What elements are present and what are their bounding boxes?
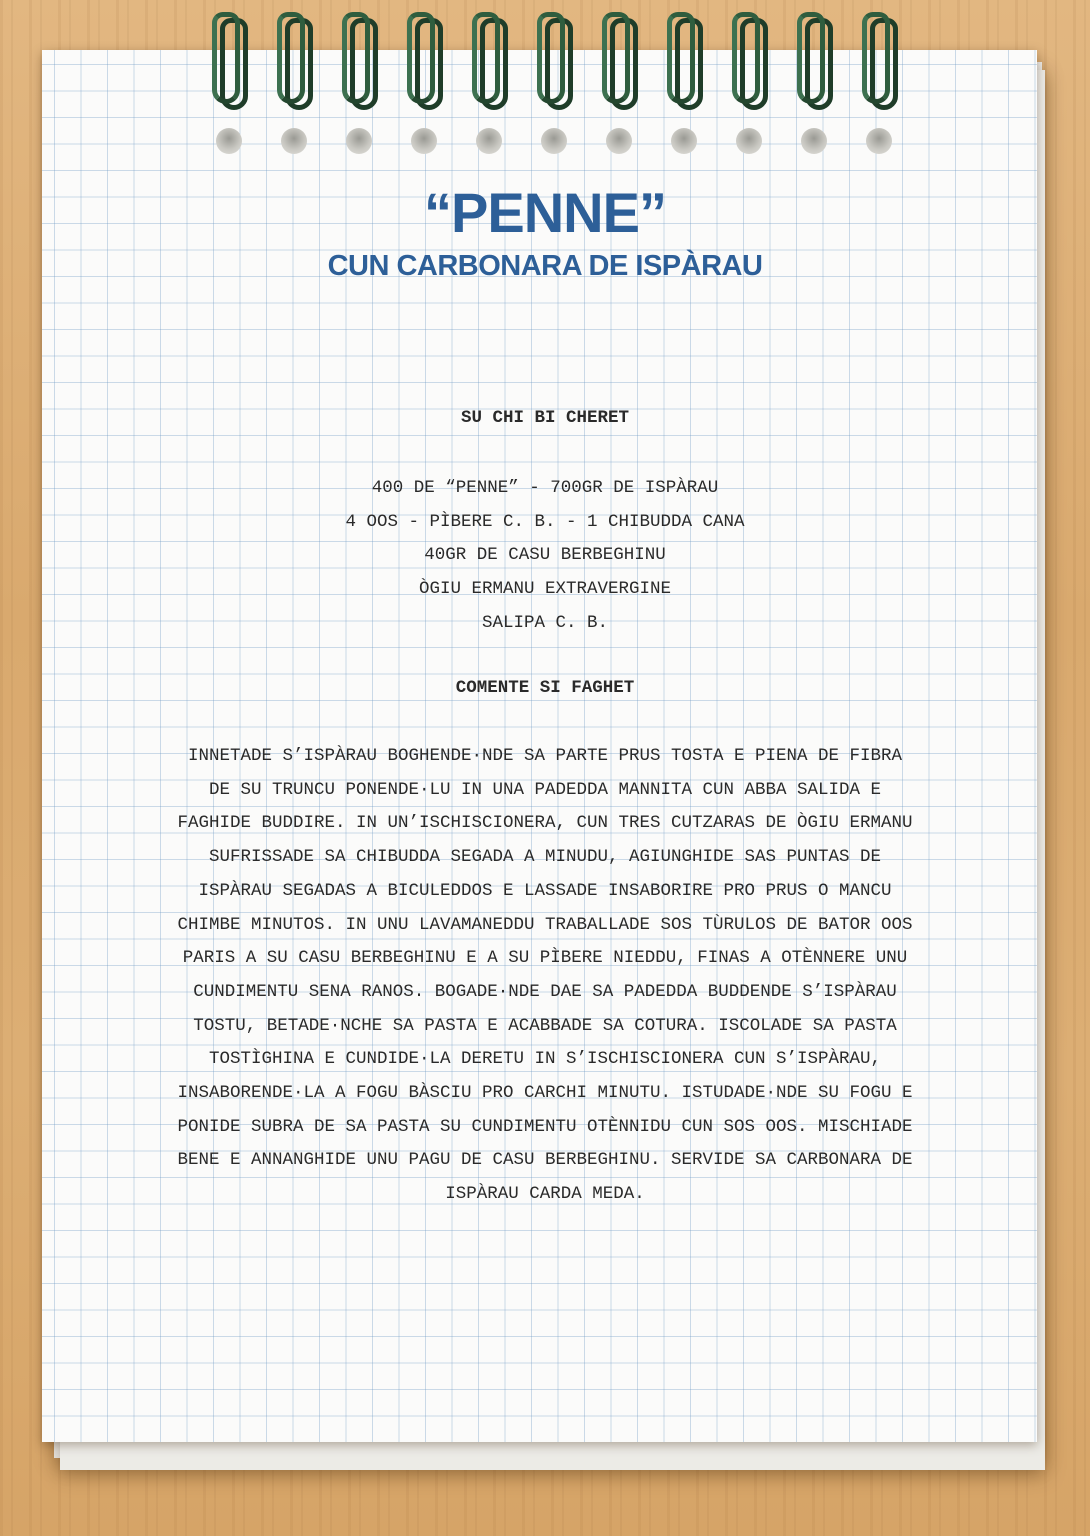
ingredients-list bbox=[90, 472, 1000, 641]
ingredient-item: ÒGIU ERMANU EXTRAVERGINE bbox=[418, 579, 672, 600]
binding-hole bbox=[281, 128, 307, 154]
spiral-coil bbox=[602, 4, 642, 114]
recipe-subtitle: CUN CARBONARA DE ISPÀRAU bbox=[327, 250, 763, 282]
binding-hole bbox=[346, 128, 372, 154]
spiral-coil bbox=[797, 4, 837, 114]
ingredients-section bbox=[90, 408, 1000, 428]
spiral-coil bbox=[277, 4, 317, 114]
spiral-coil-front bbox=[602, 12, 630, 104]
binding-hole bbox=[671, 128, 697, 154]
ingredient-item: 4 OOS - PÌBERE C. B. - 1 CHIBUDDA CANA bbox=[345, 511, 745, 532]
binding-hole bbox=[541, 128, 567, 154]
spiral-coil bbox=[537, 4, 577, 114]
method-line: CHIMBE MINUTOS. IN UNU LAVAMANEDDU TRABALLADE SOS TÙRULOS DE BATOR OOS bbox=[177, 914, 913, 935]
spiral-coil-front bbox=[407, 12, 435, 104]
spiral-coil-front bbox=[537, 12, 565, 104]
ingredient-item: 40GR DE CASU BERBEGHINU bbox=[424, 545, 666, 566]
method-line: INSABORENDE·LA A FOGU BÀSCIU PRO CARCHI MINUTU. ISTUDADE·NDE SU FOGU E bbox=[177, 1083, 913, 1104]
binding-hole bbox=[801, 128, 827, 154]
spiral-coil-front bbox=[667, 12, 695, 104]
spiral-coil bbox=[732, 4, 772, 114]
spiral-coil bbox=[407, 4, 447, 114]
spiral-coil-front bbox=[472, 12, 500, 104]
recipe-title: “PENNE” bbox=[424, 181, 666, 244]
ingredient-item: 400 DE “PENNE” - 700GR DE ISPÀRAU bbox=[371, 478, 719, 498]
binding-hole bbox=[736, 128, 762, 154]
recipe-header bbox=[0, 180, 1090, 286]
spiral-coil bbox=[212, 4, 252, 114]
binding-hole bbox=[411, 128, 437, 154]
method-line: PONIDE SUBRA DE SA PASTA SU CUNDIMENTU OTÈNNIDU CUN SOS OOS. MISCHIADE bbox=[177, 1116, 913, 1137]
binding-hole bbox=[216, 128, 242, 154]
spiral-binding bbox=[42, 50, 1037, 170]
method-line: ISPÀRAU CARDA MEDA. bbox=[445, 1184, 645, 1205]
spiral-coil bbox=[472, 4, 512, 114]
method-section bbox=[90, 678, 1000, 698]
binding-hole bbox=[476, 128, 502, 154]
method-line: ISPÀRAU SEGADAS A BICULEDDOS E LASSADE INSABORIRE PRO PRUS O MANCU bbox=[198, 880, 892, 901]
ingredient-item: SALIPA C. B. bbox=[481, 612, 609, 633]
spiral-coil bbox=[342, 4, 382, 114]
method-line: BENE E ANNANGHIDE UNU PAGU DE CASU BERBEGHINU. SERVIDE SA CARBONARA DE bbox=[177, 1150, 913, 1171]
method-heading: COMENTE SI FAGHET bbox=[455, 678, 635, 698]
method-line: TOSTÌGHINA E CUNDIDE·LA DERETU IN S’ISCHISCIONERA CUN S’ISPÀRAU, bbox=[208, 1049, 882, 1070]
spiral-coil-front bbox=[797, 12, 825, 104]
method-line: PARIS A SU CASU BERBEGHINU E A SU PÌBERE NIEDDU, FINAS A OTÈNNERE UNU bbox=[182, 948, 908, 969]
spiral-coil-front bbox=[862, 12, 890, 104]
method-line: FAGHIDE BUDDIRE. IN UN’ISCHISCIONERA, CUN TRES CUTZARAS DE ÒGIU ERMANU bbox=[177, 813, 913, 834]
method-line: SUFRISSADE SA CHIBUDDA SEGADA A MINUDU, AGIUNGHIDE SAS PUNTAS DE bbox=[208, 847, 882, 868]
ingredients-heading: SU CHI BI CHERET bbox=[460, 408, 630, 428]
binding-hole bbox=[606, 128, 632, 154]
spiral-coil bbox=[667, 4, 707, 114]
method-line: DE SU TRUNCU PONENDE·LU IN UNA PADEDDA MANNITA CUN ABBA SALIDA E bbox=[208, 779, 882, 800]
spiral-coil-front bbox=[342, 12, 370, 104]
method-line: INNETADE S’ISPÀRAU BOGHENDE·NDE SA PARTE PRUS TOSTA E PIENA DE FIBRA bbox=[187, 746, 903, 766]
spiral-coil-front bbox=[277, 12, 305, 104]
method-text bbox=[95, 740, 995, 1212]
method-line: CUNDIMENTU SENA RANOS. BOGADE·NDE DAE SA PADEDDA BUDDENDE S’ISPÀRAU bbox=[193, 981, 897, 1002]
spiral-coil-front bbox=[732, 12, 760, 104]
method-line: TOSTU, BETADE·NCHE SA PASTA E ACABBADE SA COTURA. ISCOLADE SA PASTA bbox=[193, 1015, 897, 1036]
spiral-coil bbox=[862, 4, 902, 114]
spiral-coil-front bbox=[212, 12, 240, 104]
binding-hole bbox=[866, 128, 892, 154]
